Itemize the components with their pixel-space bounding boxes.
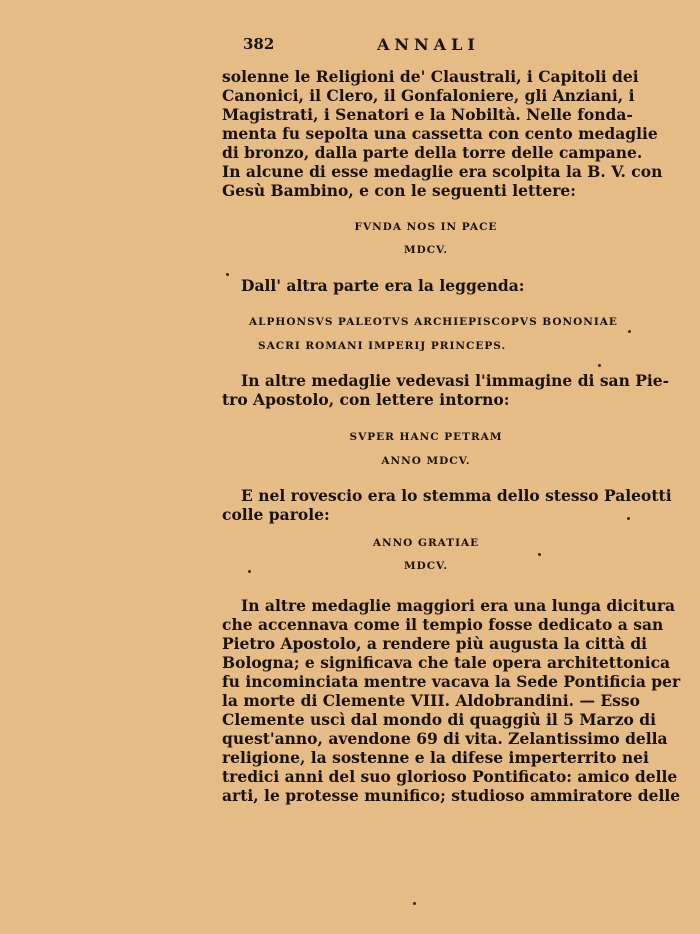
text-line: In altre medaglie vedevasi l'immagine di san Pie- — [241, 371, 670, 390]
text-line: quest'anno, avendone 69 di vita. Zelantissimo della — [222, 729, 668, 748]
text-line: la morte di Clemente VIII. Aldobrandini. — Esso — [222, 691, 640, 710]
inscription-line: FVNDA NOS IN PACE — [354, 221, 498, 233]
text-line: Canonici, il Clero, il Gonfaloniere, gli Anziani, i — [222, 86, 635, 105]
print-speck — [248, 570, 251, 573]
inscription-line: MDCV. — [403, 244, 449, 256]
text-line: Bologna; e significava che tale opera architettonica — [222, 653, 671, 672]
print-speck — [598, 364, 601, 367]
print-speck — [226, 273, 229, 276]
text-line: religione, la sostenne e la difese imperterrito nei — [222, 748, 649, 767]
print-speck — [628, 330, 631, 333]
inscription-line: ALPHONSVS PALEOTVS ARCHIEPISCOPVS BONONIAE — [249, 316, 618, 328]
inscription-line: ANNO MDCV. — [381, 455, 471, 467]
inscription-line: MDCV. — [403, 560, 449, 572]
text-line: arti, le protesse munifico; studioso ammiratore delle — [222, 786, 681, 805]
text-line: Clemente uscì dal mondo di quaggiù il 5 Marzo di — [222, 710, 656, 729]
page-number: 382 — [243, 35, 275, 53]
text-line: tro Apostolo, con lettere intorno: — [222, 390, 510, 409]
text-line: menta fu sepolta una cassetta con cento medaglie — [222, 124, 658, 143]
text-line: E nel rovescio era lo stemma dello stesso Paleotti — [241, 486, 672, 505]
text-line: In alcune di esse medaglie era scolpita la B. V. con — [222, 162, 663, 181]
text-line: Pietro Apostolo, a rendere più augusta la città di — [222, 634, 648, 653]
text-line: fu incominciata mentre vacava la Sede Pontificia per — [222, 672, 681, 691]
text-line: In altre medaglie maggiori era una lunga dicitura — [241, 596, 676, 615]
text-line: solenne le Religioni de' Claustrali, i Capitoli dei — [222, 67, 639, 86]
text-line: di bronzo, dalla parte della torre delle campane. — [222, 143, 643, 162]
print-speck — [413, 902, 416, 905]
running-head: ANNALI — [377, 35, 480, 54]
print-speck — [538, 553, 541, 556]
text-line: tredici anni del suo glorioso Pontificato: amico delle — [222, 767, 678, 786]
inscription-line: ANNO GRATIAE — [372, 537, 480, 549]
inscription-line: SVPER HANC PETRAM — [349, 431, 503, 443]
text-line: Magistrati, i Senatori e la Nobiltà. Nelle fonda- — [222, 105, 633, 124]
print-speck — [627, 517, 630, 520]
page-header — [243, 35, 630, 57]
text-line: Dall' altra parte era la leggenda: — [241, 276, 525, 295]
inscription-line: SACRI ROMANI IMPERIJ PRINCEPS. — [258, 340, 507, 352]
text-line: colle parole: — [222, 505, 330, 524]
text-line: che accennava come il tempio fosse dedicato a san — [222, 615, 664, 634]
text-line: Gesù Bambino, e con le seguenti lettere: — [222, 181, 576, 200]
